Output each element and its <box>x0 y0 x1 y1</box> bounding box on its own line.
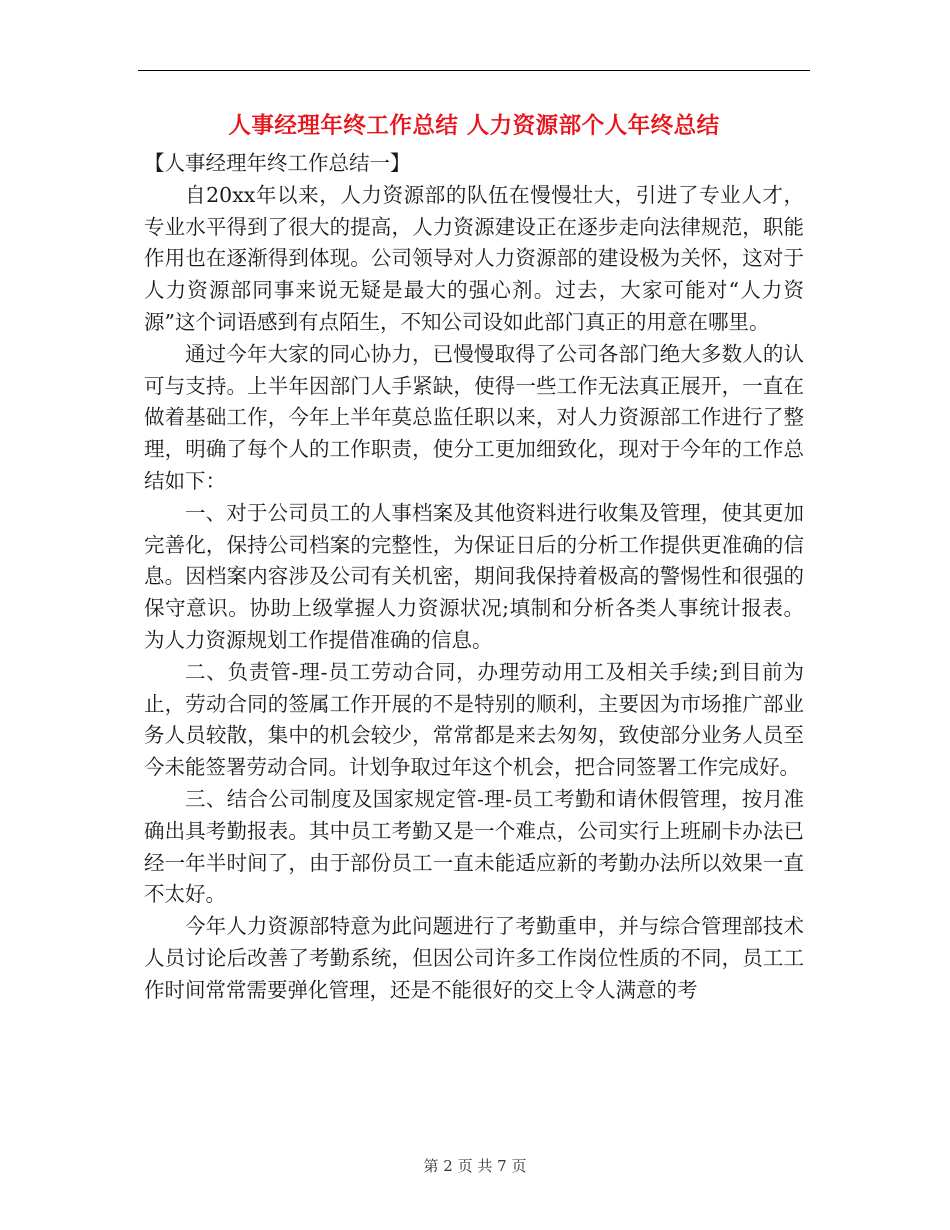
document-title: 人事经理年终工作总结 人力资源部个人年终总结 <box>228 113 720 139</box>
header-rule <box>138 70 810 71</box>
paragraph-5: 三、结合公司制度及国家规定管-理-员工考勤和请休假管理，按月准确出具考勤报表。其中员工考勤又是一个难点，公司实行上班刷卡办法已经一年半时间了，由于部份员工一直未能适应新的考勤办法所以效果一直不太好。 <box>144 786 804 907</box>
section-heading: 【人事经理年终工作总结一】 <box>144 151 411 175</box>
page-number: 第 2 页 共 7 页 <box>423 1157 527 1175</box>
paragraph-2: 通过今年大家的同心协力，已慢慢取得了公司各部门绝大多数人的认可与支持。上半年因部门人手紧缺，使得一些工作无法真正展开，一直在做着基础工作，今年上半年莫总监任职以来，对人力资源部工作进行了整理，明确了每个人的工作职责，使分工更加细致化，现对于今年的工作总结如下： <box>144 341 804 493</box>
paragraph-4: 二、负责管-理-员工劳动合同，办理劳动用工及相关手续;到目前为止，劳动合同的签属工作开展的不是特别的顺利，主要因为市场推广部业务人员较散，集中的机会较少，常常都是来去匆匆，致使部分业务人员至今未能签署劳动合同。计划争取过年这个机会，把合同签署工作完成好。 <box>144 659 804 780</box>
paragraph-6: 今年人力资源部特意为此问题进行了考勤重申，并与综合管理部技术人员讨论后改善了考勤系统，但因公司许多工作岗位性质的不同，员工工作时间常常需要弹化管理，还是不能很好的交上令人满意的考 <box>144 914 804 1002</box>
document-body <box>144 148 804 1007</box>
paragraph-1: 自20xx年以来，人力资源部的队伍在慢慢壮大，引进了专业人才，专业水平得到了很大的提高，人力资源建设正在逐步走向法律规范，职能作用也在逐渐得到体现。公司领导对人力资源部的建设极为关怀，这对于人力资源部同事来说无疑是最大的强心剂。过去，大家可能对“人力资源”这个词语感到有点陌生，不知公司设如此部门真正的用意在哪里。 <box>144 182 804 334</box>
paragraph-3: 一、对于公司员工的人事档案及其他资料进行收集及管理，使其更加完善化，保持公司档案的完整性，为保证日后的分析工作提供更准确的信息。因档案内容涉及公司有关机密，期间我保持着极高的警惕性和很强的保守意识。协助上级掌握人力资源状况;填制和分析各类人事统计报表。为人力资源规划工作提借准确的信息。 <box>144 500 804 652</box>
